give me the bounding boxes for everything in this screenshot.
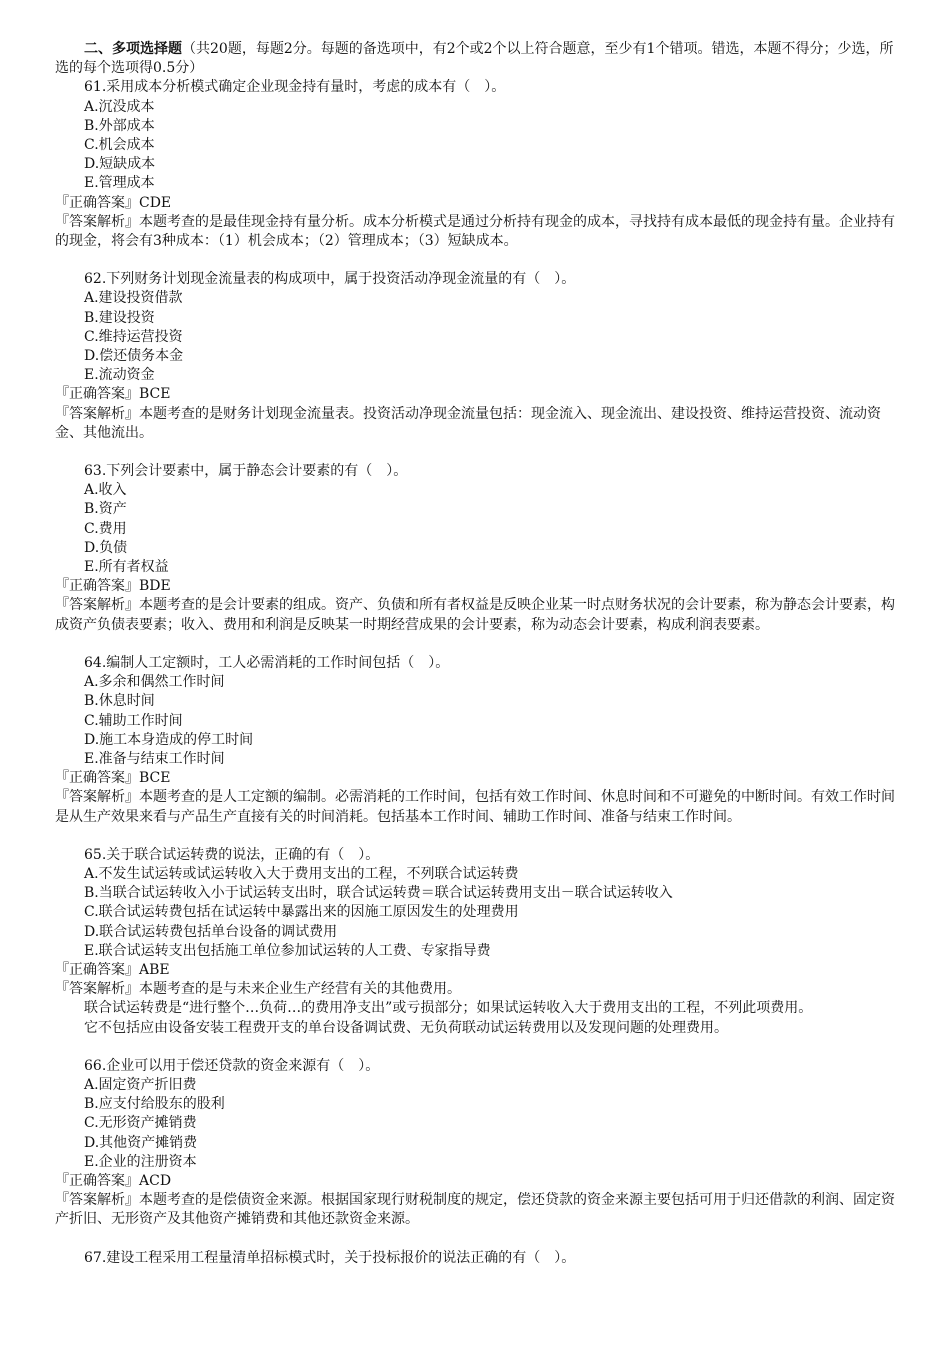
answer-analysis: 『答案解析』本题考查的是会计要素的组成。资产、负债和所有者权益是反映企业某一时点财务状况的会计要素，称为静态会计要素，构成资产负债表要素；收入、费用和利润是反映某一时期经营成果的会计要素，称为动态会计要素，构成利润表要素。 [55,597,895,633]
spacer [55,443,905,462]
option-b: B.资产 [84,501,127,518]
question-65 [55,846,905,1038]
option-c: C.辅助工作时间 [84,712,183,729]
option-d: D.联合试运转费包括单台设备的调试费用 [84,923,338,940]
option-b: B.应支付给股东的股利 [84,1096,225,1113]
correct-answer: 『正确答案』CDE [55,194,172,211]
option-b: B.当联合试运转收入小于试运转支出时，联合试运转费＝联合试运转费用支出－联合试运转收入 [84,885,673,902]
option-b: B.建设投资 [84,309,155,326]
option-a: A.不发生试运转或试运转收入大于费用支出的工程，不列联合试运转费 [84,865,519,882]
question-64 [55,654,905,827]
option-a: A.多余和偶然工作时间 [84,674,225,691]
spacer [55,1038,905,1057]
answer-analysis: 『答案解析』本题考查的是与未来企业生产经营有关的其他费用。 [55,981,461,998]
question-62 [55,270,905,443]
question-stem: 67.建设工程采用工程量清单招标模式时，关于投标报价的说法正确的有（ ）。 [84,1249,576,1266]
option-a: A.沉没成本 [84,98,155,115]
option-d: D.其他资产摊销费 [84,1134,198,1151]
question-stem: 61.采用成本分析模式确定企业现金持有量时，考虑的成本有（ ）。 [84,79,506,96]
option-c: C.维持运营投资 [84,328,183,345]
correct-answer: 『正确答案』BCE [55,770,171,787]
option-e: E.准备与结束工作时间 [84,750,225,767]
correct-answer: 『正确答案』ACD [55,1172,172,1189]
option-c: C.费用 [84,520,127,537]
option-c: C.机会成本 [84,137,155,154]
correct-answer: 『正确答案』BDE [55,578,171,595]
correct-answer: 『正确答案』ABE [55,961,170,978]
option-b: B.休息时间 [84,693,155,710]
option-e: E.企业的注册资本 [84,1153,197,1170]
question-63 [55,462,905,635]
question-stem: 65.关于联合试运转费的说法，正确的有（ ）。 [84,846,380,863]
section-header [55,40,905,78]
option-b: B.外部成本 [84,117,155,134]
document-page [55,40,905,1268]
option-d: D.偿还债务本金 [84,348,184,365]
option-d: D.施工本身造成的停工时间 [84,731,254,748]
option-e: E.联合试运转支出包括施工单位参加试运转的人工费、专家指导费 [84,942,491,959]
spacer [55,251,905,270]
answer-analysis-note: 它不包括应由设备安装工程费开支的单台设备调试费、无负荷联动试运转费用以及发现问题的处理费用。 [84,1019,728,1036]
answer-analysis: 『答案解析』本题考查的是人工定额的编制。必需消耗的工作时间，包括有效工作时间、休息时间和不可避免的中断时间。有效工作时间是从生产效果来看与产品生产直接有关的时间消耗。包括基本工作时间、辅助工作时间、准备与结束工作时间。 [55,789,895,825]
option-c: C.无形资产摊销费 [84,1115,197,1132]
spacer [55,1230,905,1249]
question-stem: 62.下列财务计划现金流量表的构成项中，属于投资活动净现金流量的有（ ）。 [84,271,576,288]
option-a: A.收入 [84,482,127,499]
option-c: C.联合试运转费包括在试运转中暴露出来的因施工原因发生的处理费用 [84,904,519,921]
correct-answer: 『正确答案』BCE [55,386,171,403]
question-stem: 66.企业可以用于偿还贷款的资金来源有（ ）。 [84,1057,380,1074]
option-d: D.短缺成本 [84,156,156,173]
question-67 [55,1249,905,1268]
option-a: A.建设投资借款 [84,290,183,307]
question-66 [55,1057,905,1230]
answer-analysis: 『答案解析』本题考查的是财务计划现金流量表。投资活动净现金流量包括：现金流入、现金流出、建设投资、维持运营投资、流动资金、其他流出。 [55,405,881,441]
answer-analysis: 『答案解析』本题考查的是最佳现金持有量分析。成本分析模式是通过分析持有现金的成本，寻找持有成本最低的现金持有量。企业持有的现金，将会有3种成本：（1）机会成本；（2）管理成本；（3）短缺成本。 [55,213,895,250]
spacer [55,827,905,846]
section-title: 二、多项选择题 [84,41,182,57]
question-stem: 64.编制人工定额时，工人必需消耗的工作时间包括（ ）。 [84,654,450,671]
option-d: D.负债 [84,539,128,556]
option-a: A.固定资产折旧费 [84,1076,197,1093]
question-61 [55,78,905,251]
section-description: （共20题，每题2分。每题的备选项中，有2个或2个以上符合题意，至少有1个错项。错选，本题不得分；少选，所选的每个选项得0.5分） [55,41,894,77]
option-e: E.管理成本 [84,175,155,192]
answer-analysis-note: 联合试运转费是“进行整个…负荷…的费用净支出”或亏损部分；如果试运转收入大于费用支出的工程，不列此项费用。 [84,1000,813,1017]
answer-analysis: 『答案解析』本题考查的是偿债资金来源。根据国家现行财税制度的规定，偿还贷款的资金来源主要包括可用于归还借款的利润、固定资产折旧、无形资产及其他资产摊销费和其他还款资金来源。 [55,1192,895,1228]
question-stem: 63.下列会计要素中，属于静态会计要素的有（ ）。 [84,463,408,480]
option-e: E.所有者权益 [84,559,169,576]
option-e: E.流动资金 [84,367,155,384]
spacer [55,635,905,654]
